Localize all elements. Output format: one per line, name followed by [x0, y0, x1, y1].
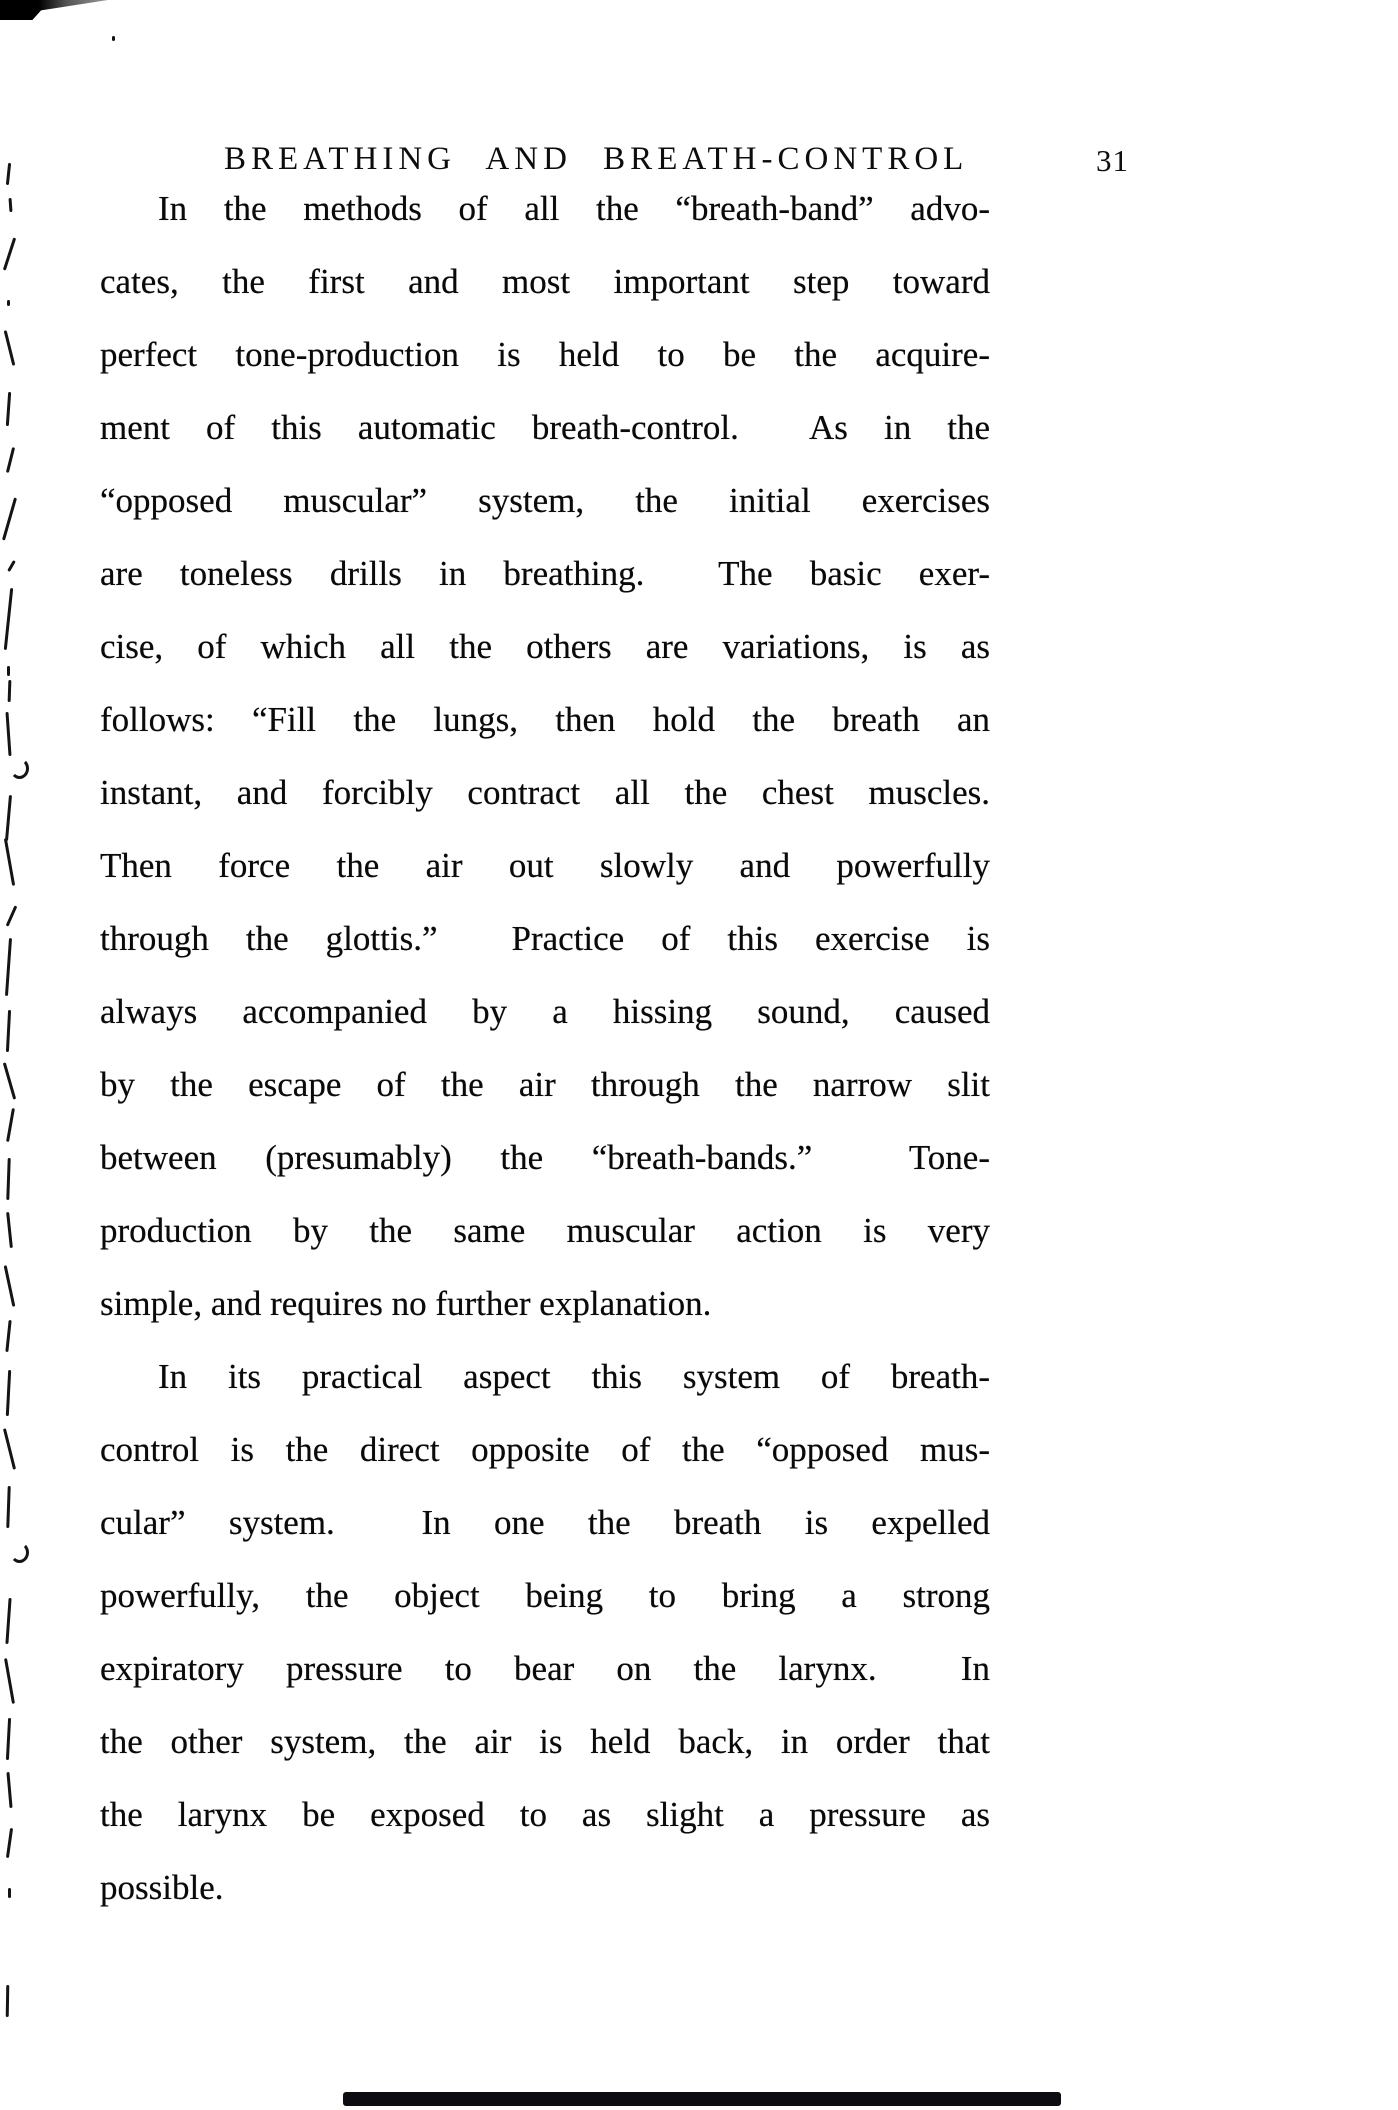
ink-mark — [9, 198, 13, 212]
ink-mark — [6, 1010, 11, 1052]
ink-mark — [7, 300, 10, 306]
ink-mark — [6, 1486, 10, 1528]
ink-mark — [4, 330, 16, 366]
ink-mark — [2, 497, 17, 540]
text-line: simple, and requires no further explanation. — [100, 1284, 712, 1323]
text-line: production by the same muscular action is very — [100, 1211, 990, 1250]
ink-mark — [8, 1888, 11, 1898]
ink-mark — [4, 588, 13, 650]
ink-mark — [6, 1985, 10, 2017]
text-line: control is the direct opposite of the “opposed mus- — [100, 1430, 990, 1469]
text-line: possible. — [100, 1868, 224, 1907]
ink-mark — [5, 795, 12, 841]
ink-mark — [5, 712, 11, 756]
ink-mark — [6, 392, 11, 426]
ink-mark — [8, 680, 12, 702]
ink-mark — [5, 1320, 11, 1352]
ink-mark — [6, 1828, 13, 1858]
ink-mark — [7, 666, 10, 676]
ink-mark — [6, 1212, 13, 1248]
text-line: are toneless drills in breathing. The basic exer- — [100, 554, 990, 593]
text-line: Then force the air out slowly and powerfully — [100, 846, 990, 885]
text-line: always accompanied by a hissing sound, caused — [100, 992, 990, 1031]
text-line: the other system, the air is held back, in order that — [100, 1722, 990, 1761]
ink-mark — [6, 1158, 10, 1200]
running-head-title: BREATHING AND BREATH-CONTROL — [224, 141, 969, 177]
text-line: instant, and forcibly contract all the chest muscles. — [100, 773, 990, 812]
ink-mark — [3, 237, 16, 270]
ink-mark — [6, 1718, 11, 1760]
ink-mark — [4, 1658, 15, 1704]
page-number: 31 — [1096, 143, 1129, 178]
text-line: In its practical aspect this system of breath- — [158, 1357, 990, 1396]
text-line: powerfully, the object being to bring a strong — [100, 1576, 990, 1615]
text-line: between (presumably) the “breath-bands.” Tone- — [100, 1138, 990, 1177]
ink-mark — [6, 447, 15, 473]
ink-mark — [7, 560, 16, 572]
text-line: through the glottis.” Practice of this exercise is — [100, 919, 990, 958]
ink-mark — [6, 1772, 12, 1808]
text-line: In the methods of all the “breath-band” advo- — [158, 189, 990, 228]
text-line: expiratory pressure to bear on the larynx. In — [100, 1649, 990, 1688]
text-line: follows: “Fill the lungs, then hold the breath an — [100, 700, 990, 739]
scan-corner-artifact — [0, 0, 108, 20]
text-line: cular” system. In one the breath is expelled — [100, 1503, 990, 1542]
ink-mark — [10, 758, 29, 779]
page-text — [100, 172, 990, 1924]
text-line: ment of this automatic breath-control. As in the — [100, 408, 990, 447]
text-line: cates, the first and most important step toward — [100, 262, 990, 301]
text-line: perfect tone-production is held to be the acquire- — [100, 335, 990, 374]
ink-mark — [6, 905, 18, 926]
ink-mark — [4, 838, 15, 886]
text-line: the larynx be exposed to as slight a pressure as — [100, 1795, 990, 1834]
ink-mark — [5, 1598, 11, 1644]
bottom-bar-artifact — [343, 2092, 1061, 2106]
ink-mark — [3, 1428, 16, 1469]
ink-mark — [6, 1370, 11, 1416]
text-line: cise, of which all the others are variations, is as — [100, 627, 990, 666]
ink-mark — [5, 938, 12, 996]
ink-mark — [3, 1062, 16, 1099]
ink-mark — [4, 1265, 16, 1307]
ink-mark — [6, 1108, 15, 1142]
text-line: “opposed muscular” system, the initial exercises — [100, 481, 990, 520]
ink-mark — [112, 36, 115, 41]
text-line: by the escape of the air through the narrow slit — [100, 1065, 990, 1104]
ink-mark — [10, 1542, 29, 1563]
